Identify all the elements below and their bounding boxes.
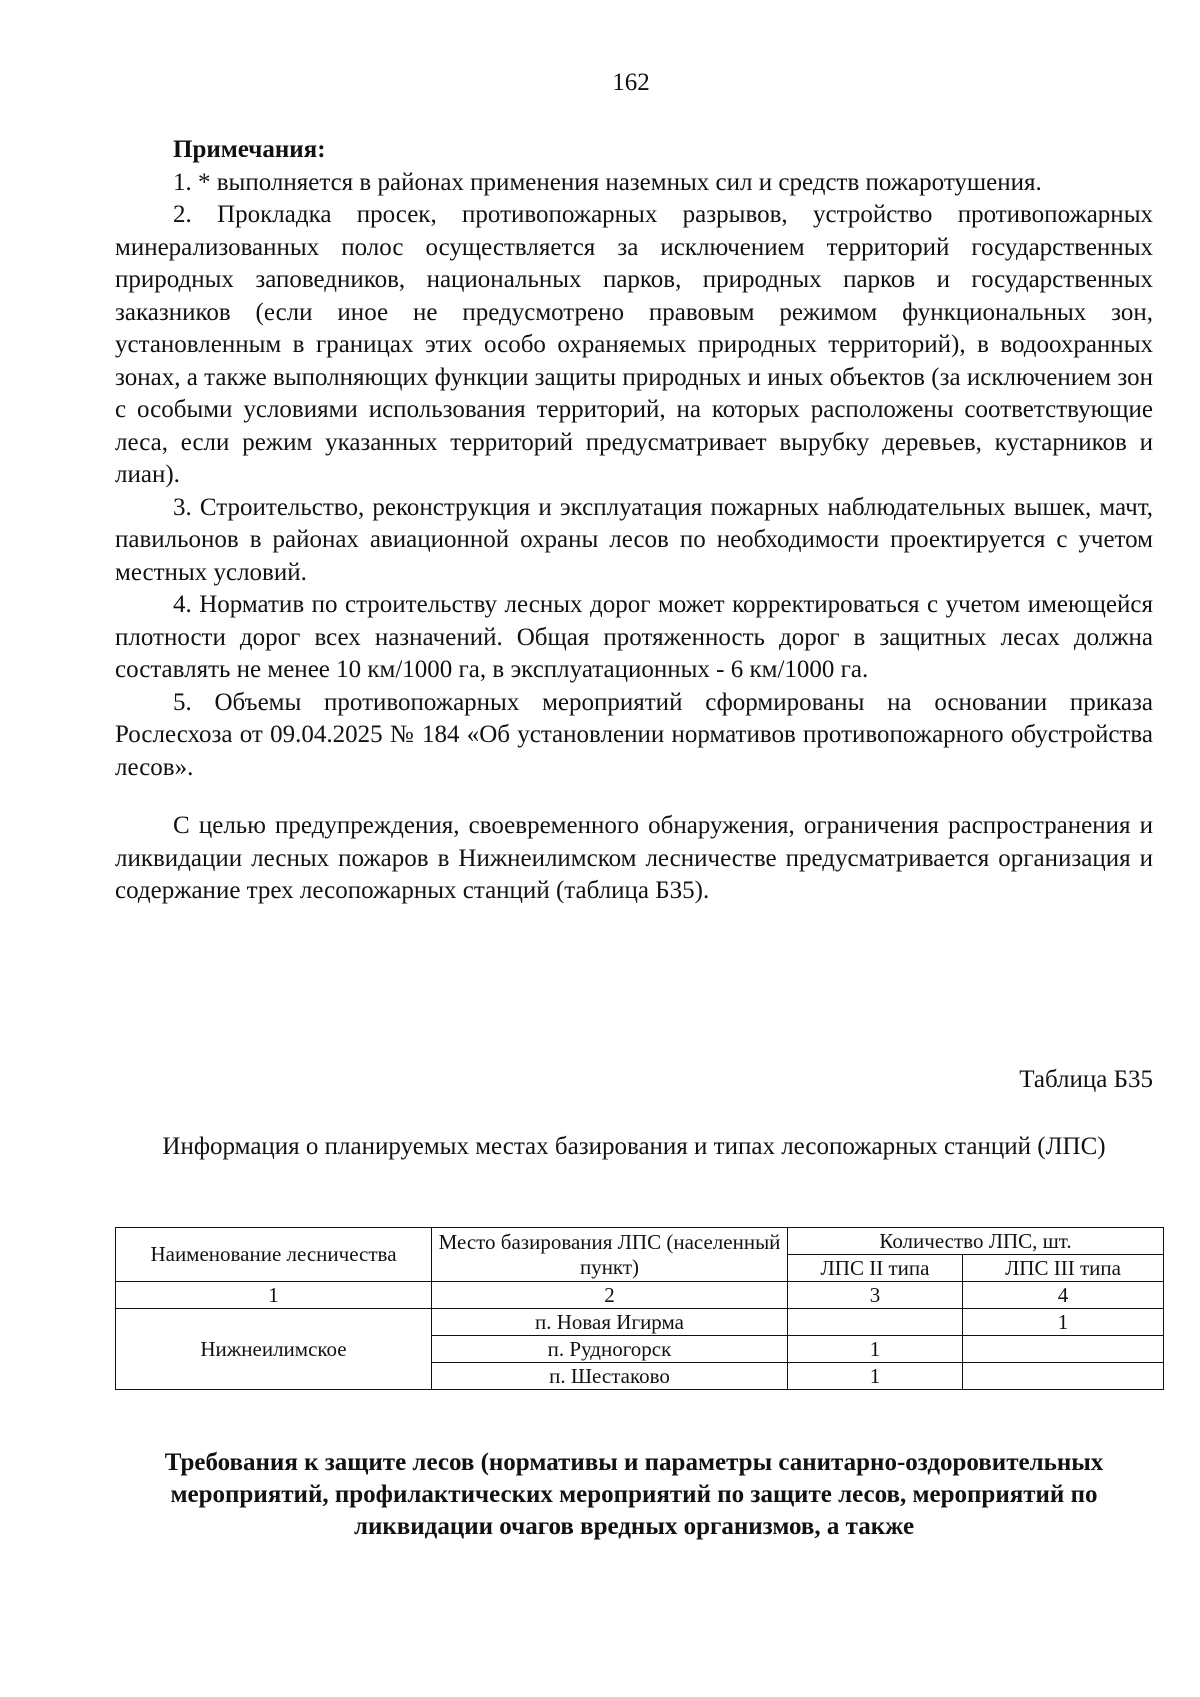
type2-cell [788,1309,963,1336]
column-number: 3 [788,1282,963,1309]
type3-cell [963,1336,1164,1363]
location-cell: п. Шестаково [432,1363,788,1390]
forestry-name-cell: Нижнеилимское [116,1309,432,1390]
header-count: Количество ЛПС, шт. [788,1228,1164,1255]
table-label: Таблица Б35 [1019,1066,1153,1093]
location-cell: п. Рудногорск [432,1336,788,1363]
column-number: 1 [116,1282,432,1309]
note-item-3: 3. Строительство, реконструкция и эксплуатация пожарных наблюдательных вышек, мачт, павильонов в районах авиационной охраны лесов по необходимости проектируется с учетом местных условий. [115,493,1153,586]
table-column-numbers-row [116,1282,1164,1309]
header-location: Место базирования ЛПС (населенный пункт) [432,1228,788,1282]
column-number: 4 [963,1282,1164,1309]
location-cell: п. Новая Игирма [432,1309,788,1336]
type2-cell: 1 [788,1363,963,1390]
note-item-1: 1. * выполняется в районах применения наземных сил и средств пожаротушения. [173,168,1042,196]
header-type3: ЛПС III типа [963,1255,1164,1282]
header-forestry: Наименование лесничества [116,1228,432,1282]
column-number: 2 [432,1282,788,1309]
note-item-5: 5. Объемы противопожарных мероприятий сформированы на основании приказа Рослесхоза от 09.04.2025 № 184 «Об установлении нормативов противопожарного обустройства лесов». [115,688,1153,781]
intro-paragraph: С целью предупреждения, своевременного обнаружения, ограничения распространения и ликвидации лесных пожаров в Нижнеилимском лесничестве предусматривается организация и содержание трех лесопожарных станций (таблица Б35). [115,812,1153,904]
notes-title: Примечания: [173,136,326,163]
requirements-heading: Требования к защите лесов (нормативы и параметры санитарно-оздоровительных мероприятий, профилактических мероприятий по защите лесов, мероприятий по ликвидации очагов вредных организмов, а также [164,1449,1104,1540]
table-row [116,1309,1164,1336]
table-caption: Информация о планируемых местах базирования и типах лесопожарных станций (ЛПС) [162,1133,1106,1160]
type3-cell: 1 [963,1309,1164,1336]
type3-cell [963,1363,1164,1390]
page-number: 162 [612,69,650,96]
lps-table [115,1227,1164,1390]
type2-cell: 1 [788,1336,963,1363]
header-type2: ЛПС II типа [788,1255,963,1282]
note-item-4: 4. Норматив по строительству лесных дорог может корректироваться с учетом имеющейся плотности дорог всех назначений. Общая протяженность дорог в защитных лесах должна составлять не менее 10 км/1000 га, в эксплуатационных - 6 км/1000 га. [115,591,1153,683]
table-header-row [116,1228,1164,1255]
note-item-2: 2. Прокладка просек, противопожарных разрывов, устройство противопожарных минерализованных полос осуществляется за исключением территорий государственных природных заповедников, национальных парков, природных парков и государственных заказников (если иное не предусмотрено правовым режимом функциональных зон, установленным в границах этих особо охраняемых природных территорий), в водоохранных зонах, а также выполняющих функции защиты природных и иных объектов (за исключением зон с особыми условиями использования территорий, на которых расположены соответствующие леса, если режим указанных территорий предусматривает вырубку деревьев, кустарников и лиан). [115,201,1153,488]
notes-section [115,134,1153,908]
